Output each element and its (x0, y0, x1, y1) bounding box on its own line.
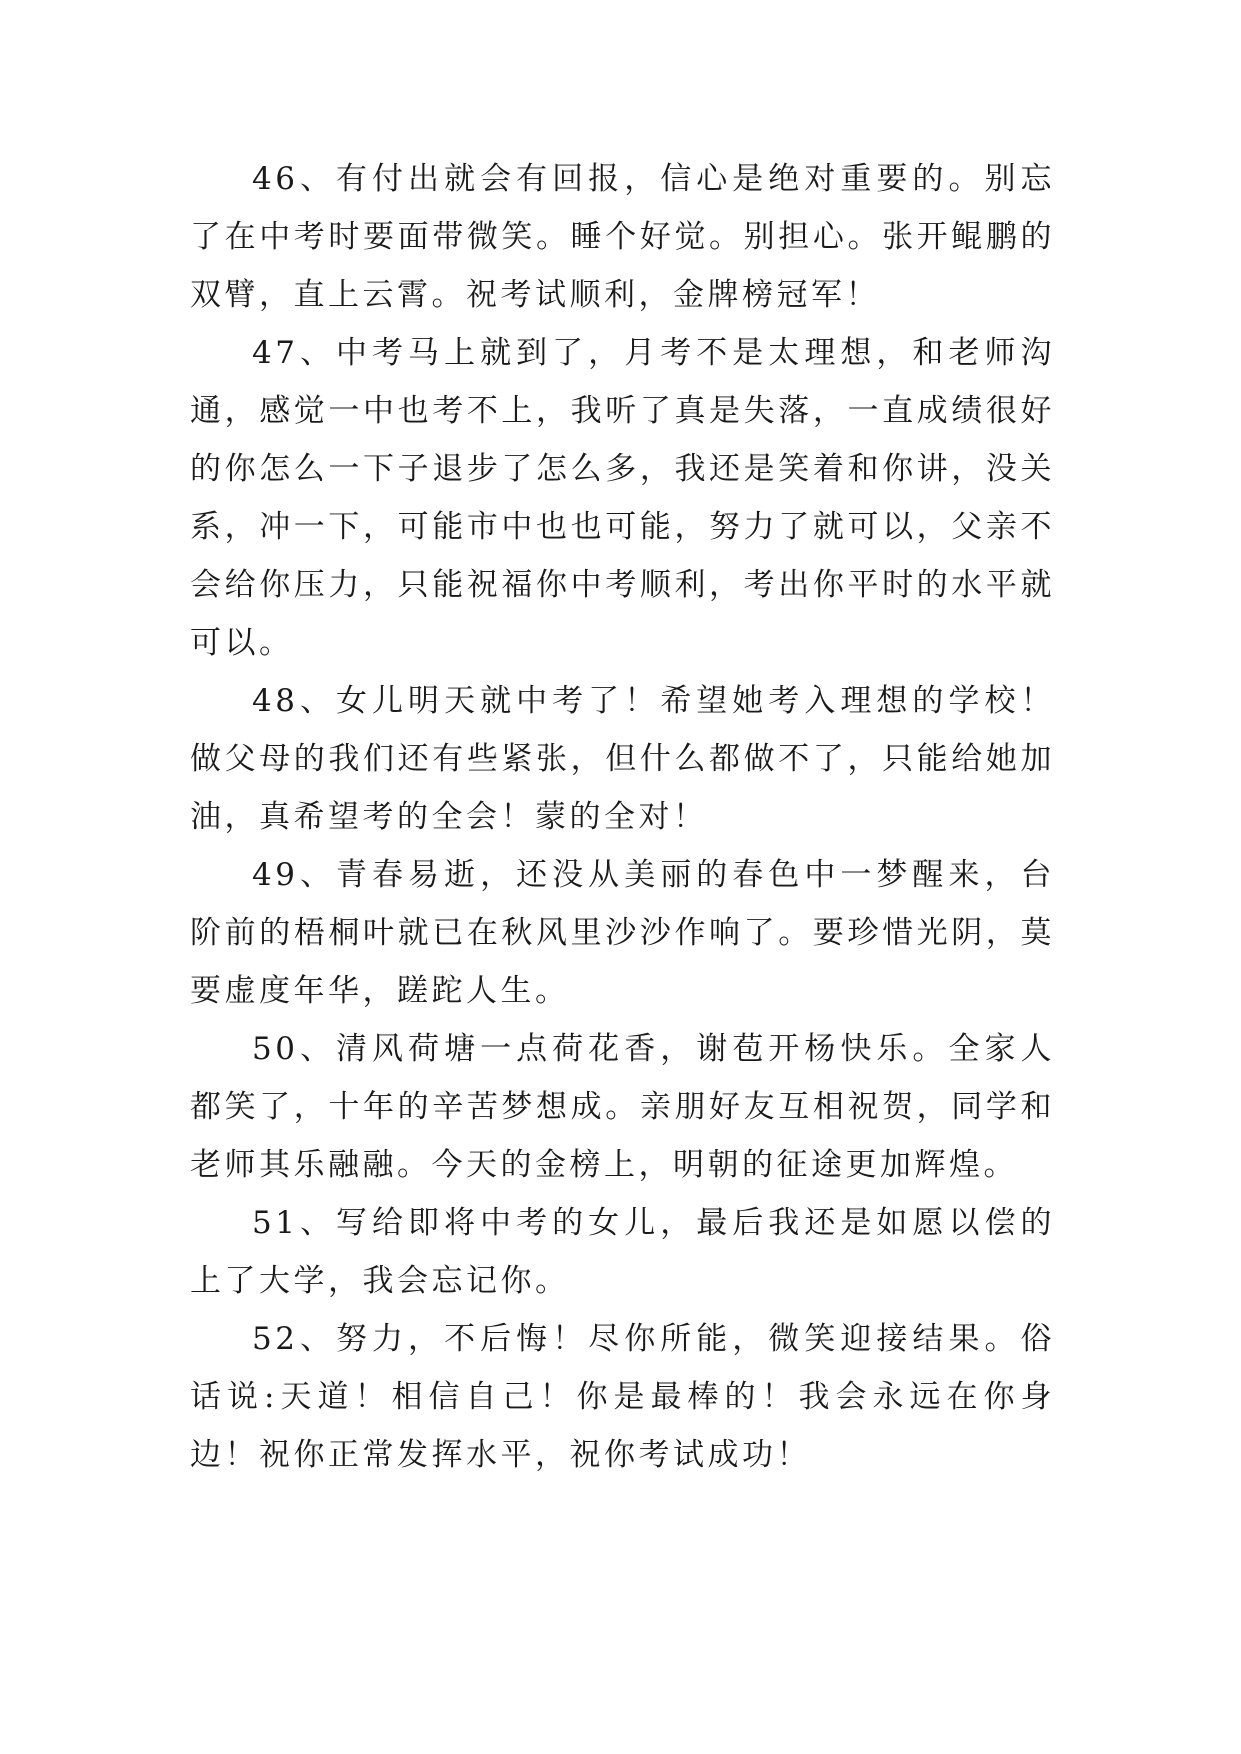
paragraph-47: 47、中考马上就到了，月考不是太理想，和老师沟通，感觉一中也考不上，我听了真是失落，一直成绩很好的你怎么一下子退步了怎么多，我还是笑着和你讲，没关系，冲一下，可能市中也也可能，努力了就可以，父亲不会给你压力，只能祝福你中考顺利，考出你平时的水平就可以。 (190, 335, 1055, 661)
paragraph-46: 46、有付出就会有回报，信心是绝对重要的。别忘了在中考时要面带微笑。睡个好觉。别担心。张开鲲鹏的双臂，直上云霄。祝考试顺利，金牌榜冠军！ (190, 161, 1055, 313)
paragraph-50: 50、清风荷塘一点荷花香，谢苞开杨快乐。全家人都笑了，十年的辛苦梦想成。亲朋好友互相祝贺，同学和老师其乐融融。今天的金榜上，明朝的征途更加辉煌。 (190, 1031, 1055, 1183)
paragraph-52: 52、努力，不后悔！尽你所能，微笑迎接结果。俗话说:天道！相信自己！你是最棒的！我会永远在你身边！祝你正常发挥水平，祝你考试成功！ (190, 1321, 1055, 1473)
paragraph-49: 49、青春易逝，还没从美丽的春色中一梦醒来，台阶前的梧桐叶就已在秋风里沙沙作响了。要珍惜光阴，莫要虚度年华，蹉跎人生。 (190, 857, 1055, 1009)
paragraph-51: 51、写给即将中考的女儿，最后我还是如愿以偿的上了大学，我会忘记你。 (190, 1205, 1055, 1299)
paragraph-48: 48、女儿明天就中考了！希望她考入理想的学校！做父母的我们还有些紧张，但什么都做不了，只能给她加油，真希望考的全会！蒙的全对！ (190, 683, 1055, 835)
document-page (190, 150, 1055, 1484)
